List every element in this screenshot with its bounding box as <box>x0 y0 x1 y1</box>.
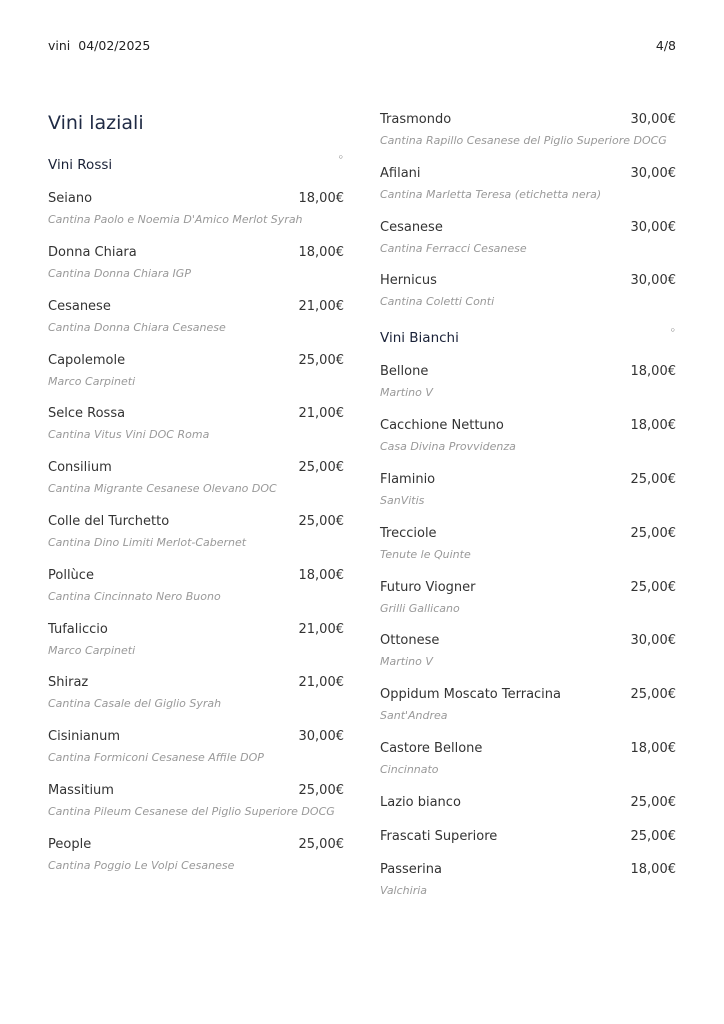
wine-item <box>48 622 344 662</box>
wine-item <box>48 245 344 285</box>
wine-name: Tufaliccio <box>48 622 108 637</box>
wine-item <box>48 299 344 339</box>
wine-item <box>380 862 676 902</box>
page-number: 4/8 <box>655 38 676 53</box>
wine-name: Lazio bianco <box>380 795 461 810</box>
wine-name: Futuro Viogner <box>380 580 476 595</box>
wine-name: Shiraz <box>48 675 89 690</box>
section-title: Vini laziali <box>48 112 144 134</box>
wine-price: 25,00€ <box>630 526 676 541</box>
wine-description: Grilli Gallicano <box>380 602 460 615</box>
wine-price: 25,00€ <box>630 580 676 595</box>
wine-name: Frascati Superiore <box>380 829 498 844</box>
wine-item <box>380 829 676 851</box>
document-name: vini <box>48 38 71 53</box>
wine-item <box>380 364 676 404</box>
wine-item <box>48 568 344 608</box>
wine-description: Tenute le Quinte <box>380 548 471 561</box>
wine-price: 25,00€ <box>298 783 344 798</box>
wine-name: Capolemole <box>48 353 126 368</box>
wine-description: Cantina Paolo e Noemia D'Amico Merlot Syrah <box>48 213 303 226</box>
wine-item <box>380 741 676 781</box>
wine-price: 30,00€ <box>298 729 344 744</box>
wine-name: Hernicus <box>380 273 437 288</box>
wine-description: Cantina Dino Limiti Merlot-Cabernet <box>48 536 247 549</box>
wine-name: Trasmondo <box>380 112 452 127</box>
wine-item <box>48 514 344 554</box>
wine-name: Cesanese <box>380 220 443 235</box>
wine-name: Donna Chiara <box>48 245 137 260</box>
wine-item <box>380 418 676 458</box>
wine-name: Colle del Turchetto <box>48 514 170 529</box>
document-date: 04/02/2025 <box>78 38 151 53</box>
header-left <box>48 38 158 53</box>
wine-item <box>380 166 676 206</box>
wine-item <box>380 633 676 673</box>
wine-price: 30,00€ <box>630 220 676 235</box>
wine-price: 25,00€ <box>298 514 344 529</box>
wine-price: 18,00€ <box>298 568 344 583</box>
wine-name: Cacchione Nettuno <box>380 418 504 433</box>
wine-item <box>48 675 344 715</box>
wine-description: Cantina Donna Chiara Cesanese <box>48 321 226 334</box>
wine-name: Ottonese <box>380 633 440 648</box>
wine-name: Massitium <box>48 783 114 798</box>
wine-description: Cantina Coletti Conti <box>380 295 495 308</box>
wine-price: 18,00€ <box>630 418 676 433</box>
wine-description: Cantina Poggio Le Volpi Cesanese <box>48 859 235 872</box>
wine-name: Flaminio <box>380 472 436 487</box>
wine-item <box>380 795 676 817</box>
wine-item <box>48 783 344 823</box>
wine-item <box>48 353 344 393</box>
wine-name: Bellone <box>380 364 429 379</box>
wine-description: Martino V <box>380 655 433 668</box>
wine-name: Trecciole <box>380 526 437 541</box>
wine-item <box>48 729 344 769</box>
wine-item <box>48 460 344 500</box>
wine-description: Martino V <box>380 386 433 399</box>
wine-price: 30,00€ <box>630 633 676 648</box>
wine-price: 21,00€ <box>298 675 344 690</box>
bullet-icon: ◦ <box>337 151 344 164</box>
wine-description: Cincinnato <box>380 763 439 776</box>
wine-name: Cisinianum <box>48 729 121 744</box>
wine-name: Cesanese <box>48 299 111 314</box>
wine-item <box>48 191 344 231</box>
wine-description: Casa Divina Provvidenza <box>380 440 516 453</box>
wine-price: 25,00€ <box>630 472 676 487</box>
wine-price: 25,00€ <box>630 795 676 810</box>
wine-price: 30,00€ <box>630 112 676 127</box>
wine-description: Cantina Cincinnato Nero Buono <box>48 590 221 603</box>
wine-item <box>380 273 676 313</box>
wine-description: Cantina Marletta Teresa (etichetta nera) <box>380 188 602 201</box>
wine-name: Selce Rossa <box>48 406 126 421</box>
wine-description: Cantina Casale del Giglio Syrah <box>48 697 222 710</box>
wine-item <box>380 580 676 620</box>
wine-name: Consilium <box>48 460 112 475</box>
wine-description: Marco Carpineti <box>48 375 136 388</box>
wine-description: SanVitis <box>380 494 425 507</box>
subsection-rossi <box>48 151 344 177</box>
subsection-bianchi <box>380 324 676 350</box>
wine-item <box>380 526 676 566</box>
wine-price: 25,00€ <box>298 460 344 475</box>
wine-description: Cantina Donna Chiara IGP <box>48 267 191 280</box>
wine-name: Oppidum Moscato Terracina <box>380 687 561 702</box>
wine-price: 18,00€ <box>630 862 676 877</box>
wine-description: Cantina Ferracci Cesanese <box>380 242 527 255</box>
subsection-label: Vini Bianchi <box>380 330 459 346</box>
wine-description: Cantina Formiconi Cesanese Affile DOP <box>48 751 264 764</box>
wine-name: Passerina <box>380 862 442 877</box>
wine-name: Seiano <box>48 191 93 206</box>
wine-name: Castore Bellone <box>380 741 483 756</box>
wine-item <box>380 687 676 727</box>
wine-price: 25,00€ <box>630 829 676 844</box>
wine-price: 25,00€ <box>630 687 676 702</box>
wine-name: Pollùce <box>48 568 94 583</box>
page-header <box>48 38 676 54</box>
wine-item <box>380 220 676 260</box>
wine-description: Cantina Rapillo Cesanese del Piglio Superiore DOCG <box>380 134 667 147</box>
wine-price: 18,00€ <box>298 245 344 260</box>
subsection-label: Vini Rossi <box>48 157 113 173</box>
wine-price: 18,00€ <box>630 364 676 379</box>
wine-name: People <box>48 837 92 852</box>
wine-description: Cantina Vitus Vini DOC Roma <box>48 428 210 441</box>
wine-item <box>380 112 676 152</box>
wine-price: 21,00€ <box>298 299 344 314</box>
wine-description: Marco Carpineti <box>48 644 136 657</box>
wine-item <box>380 472 676 512</box>
wine-price: 21,00€ <box>298 406 344 421</box>
wine-description: Sant'Andrea <box>380 709 448 722</box>
wine-price: 30,00€ <box>630 166 676 181</box>
wine-item <box>48 837 344 877</box>
wine-price: 21,00€ <box>298 622 344 637</box>
wine-name: Afilani <box>380 166 421 181</box>
wine-description: Valchiria <box>380 884 428 897</box>
wine-price: 25,00€ <box>298 353 344 368</box>
wine-item <box>48 406 344 446</box>
wine-price: 25,00€ <box>298 837 344 852</box>
wine-description: Cantina Pileum Cesanese del Piglio Superiore DOCG <box>48 805 335 818</box>
wine-description: Cantina Migrante Cesanese Olevano DOC <box>48 482 277 495</box>
wine-price: 18,00€ <box>298 191 344 206</box>
wine-price: 30,00€ <box>630 273 676 288</box>
bullet-icon: ◦ <box>669 324 676 337</box>
wine-price: 18,00€ <box>630 741 676 756</box>
